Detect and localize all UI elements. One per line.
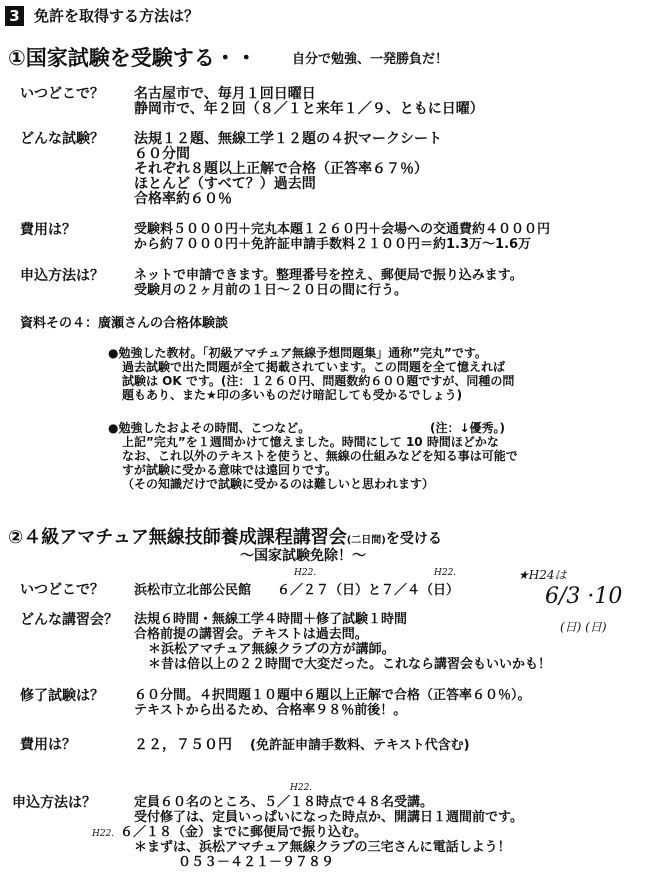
exp1-line-3: 試験は OK です。(注：１２６０円、問題数約６００題ですが、同種の問 bbox=[122, 374, 515, 388]
when-label: いつどこで？ bbox=[20, 86, 104, 102]
apply-line-1: ネットで申請できます。整理番号を控え、郵便局で振り込みます。 bbox=[134, 268, 523, 283]
handwritten-h24: ★H24は bbox=[518, 568, 567, 582]
final-label: 修了試験は？ bbox=[20, 688, 104, 704]
exp2-line-1: ●勉強したおよその時間、こつなど。 bbox=[108, 421, 311, 435]
method2-apply-line-2: 受付修了は、定員いっぱいになった時点か、開講日１週間前です。 bbox=[134, 810, 523, 825]
method2-title-note: (二日間) bbox=[346, 535, 386, 546]
method2-apply-label: 申込方法は？ bbox=[12, 795, 96, 811]
exp2-line-5: （その知識だけで試験に受かるのは難しいと思われます） bbox=[122, 477, 435, 491]
handwritten-h22-a: H22. bbox=[294, 568, 317, 578]
exp2-line-3: なお、これ以外のテキストを使うと、無線の仕組みなどを知る事は可能で bbox=[122, 449, 518, 463]
exam-line-3: それぞれ８題以上正解で合格（正答率６７％） bbox=[134, 161, 428, 177]
method2-title bbox=[8, 527, 442, 551]
course-line-2: 合格前提の講習会。テキストは過去問。 bbox=[134, 627, 368, 642]
method1-title: ①国家試験を受験する・・ bbox=[8, 46, 257, 70]
apply-line-2: 受験月の２ヶ月前の１日～２０日の間に行う。 bbox=[134, 283, 408, 298]
exp1-line-2: 過去試験で出た問題が全て掲載されています。この問題を全て憶えれば bbox=[122, 360, 506, 374]
handwritten-dates: 6/3 ·10 bbox=[545, 584, 623, 609]
course-line-4: ＊昔は倍以上の２２時間で大変だった。これなら講習会もいいかも！ bbox=[148, 657, 552, 672]
material-label: 資料その４：廣瀬さんの合格体験談 bbox=[20, 316, 229, 331]
method2-apply-line-3: ６／１８（金）までに郵便局で振り込む。 bbox=[120, 825, 368, 840]
section-title: 免許を取得する方法は？ bbox=[34, 7, 200, 25]
exam-line-4: ほとんど（すべて？）過去問 bbox=[134, 176, 316, 192]
method2-title-tail: を受ける bbox=[385, 531, 442, 547]
method1-subtitle: 自分で勉強、一発勝負だ！ bbox=[292, 52, 449, 67]
final-line-2: テキストから出るため、合格率９８％前後！。 bbox=[134, 703, 407, 718]
method2-cost-label: 費用は？ bbox=[20, 737, 76, 753]
method2-when-text: 浜松市立北部公民館 ６／２７（日）と７／４（日） bbox=[134, 583, 460, 598]
method2-cost-note: (免許証申請手数料、テキスト代含む) bbox=[250, 738, 470, 753]
exp2-line-2: 上記”完丸”を１週間かけて憶えました。時間にして 10 時間ほどかな bbox=[122, 435, 499, 449]
course-line-3: ＊浜松アマチュア無線クラブの方が講師。 bbox=[148, 642, 395, 657]
phone-number: ０５３－４２１－９７８９ bbox=[178, 855, 335, 870]
handwritten-h22-d: H22. bbox=[92, 829, 115, 839]
section-number-badge: 3 bbox=[5, 6, 24, 26]
exp1-line-1: ●勉強した教材。「初級アマチュア無線予想問題集」通称”完丸”です。 bbox=[108, 346, 487, 360]
exp2-note: (注：↓優秀。) bbox=[430, 421, 506, 435]
method2-apply-line-1: 定員６０名のところ、５／１８時点で４８名受講。 bbox=[134, 795, 434, 810]
exp1-line-4: 題もあり、また★印の多いものだけ暗記しても受かるでしょう) bbox=[122, 388, 463, 402]
when-line-1: 名古屋市で、毎月１回日曜日 bbox=[134, 86, 316, 102]
exam-line-1: 法規１２題、無線工学１２題の４択マークシート bbox=[134, 131, 442, 147]
course-label: どんな講習会？ bbox=[20, 612, 118, 628]
method2-subtitle: ～国家試験免除！～ bbox=[240, 548, 366, 564]
course-line-1: 法規６時間・無線工学４時間＋修了試験１時間 bbox=[134, 612, 408, 627]
handwritten-days: (日) (日) bbox=[560, 620, 607, 634]
exam-line-2: ６０分間 bbox=[134, 146, 190, 162]
cost-line-2: から約７０００円＋免許証申請手数料２１００円＝約1.3万～1.6万 bbox=[134, 237, 532, 252]
exam-line-5: 合格率約６０％ bbox=[134, 191, 232, 207]
method2-cost-value: ２２，７５０円 bbox=[134, 737, 232, 753]
method2-apply-line-4: ＊まずは、浜松アマチュア無線クラブの三宅さんに電話しよう！ bbox=[134, 840, 511, 855]
cost-label: 費用は？ bbox=[20, 222, 76, 238]
final-line-1: ６０分間。４択問題１０題中６題以上正解で合格（正答率６０％）。 bbox=[134, 688, 531, 703]
method2-when-label: いつどこで？ bbox=[20, 582, 104, 598]
handwritten-h22-b: H22. bbox=[434, 568, 457, 578]
exam-label: どんな試験？ bbox=[20, 131, 104, 147]
method2-title-main: ②４級アマチュア無線技師養成課程講習会 bbox=[8, 527, 347, 548]
when-line-2: 静岡市で、年２回（８／１と来年１／９、ともに日曜） bbox=[134, 101, 484, 117]
apply-label: 申込方法は？ bbox=[20, 268, 104, 284]
exp2-line-4: すが試験に受かる意味では遠回りです。 bbox=[122, 463, 338, 477]
cost-line-1: 受験料５０００円＋完丸本題１２６０円＋会場への交通費約４０００円 bbox=[134, 222, 551, 237]
handwritten-h22-c: H22. bbox=[290, 783, 313, 793]
